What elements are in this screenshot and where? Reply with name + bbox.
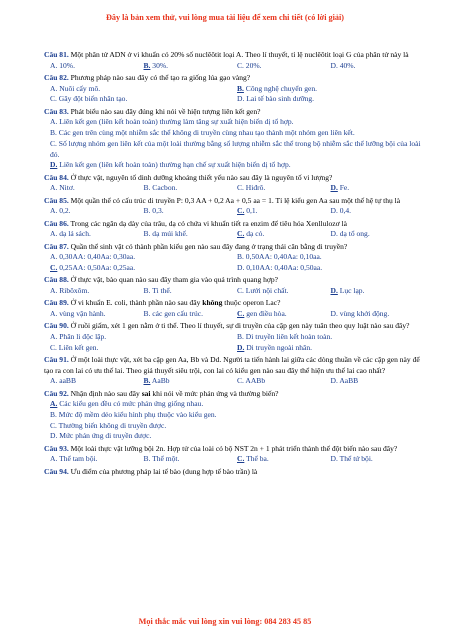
option-d: D. dạ tổ ong. [330,229,370,239]
keyword-not: không [202,298,223,308]
question-92 [44,389,424,443]
options [44,183,424,194]
option-a: A. 0,2. [50,206,71,216]
question-list [44,50,424,479]
option-b: B. AaBb [143,376,170,386]
question-stem: Một phân tử ADN ở vi khuẩn có 20% số nuclêôtit loại A. Theo lí thuyết, tỉ lệ nuclêôtit loại G của phân tử này là [70,50,409,59]
option-c: C. Số lượng nhóm gen liên kết của một loài thường bằng số lượng nhiễm sắc thể trong bộ nhiễm sắc thể lưỡng bội của loài đó. [50,138,421,159]
options [44,399,424,442]
option-a: A. Phân li độc lập. [50,331,107,341]
question-88 [44,275,424,296]
question-number: Câu 91. [44,354,69,364]
option-d: D. 0,4. [330,206,352,216]
question-81 [44,50,424,71]
option-d: D. Di truyền ngoài nhân. [237,342,313,352]
question-number: Câu 81. [44,50,69,59]
question-number: Câu 92. [44,388,69,398]
option-d: D. Mức phản ứng di truyền được. [50,431,152,441]
option-c: C. 20%. [237,60,262,70]
option-c: C. Lưới nội chất. [237,285,289,295]
options [44,286,424,297]
options [44,332,424,353]
option-c: C. Thường biến không di truyền được. [50,420,167,430]
option-d: D. 0,10AA: 0,40Aa: 0,50aa. [237,262,323,272]
options [44,454,424,465]
question-stem: Ưu điểm của phương pháp lai tế bào (dung hợp tế bào trần) là [70,466,258,476]
question-83 [44,107,424,171]
options [44,376,424,387]
question-91 [44,355,424,387]
question-84 [44,173,424,194]
option-a: A. dạ lá sách. [50,229,91,239]
question-stem: Phương pháp nào sau đây có thể tạo ra giống lúa gạo vàng? [70,73,251,82]
option-c: C. dạ cỏ. [237,229,265,239]
question-number: Câu 89. [44,298,69,308]
option-c: C. Gây đột biến nhân tạo. [50,94,128,104]
option-d: D. Fe. [330,183,350,193]
option-d: D. Lai tế bào sinh dưỡng. [237,94,315,104]
question-number: Câu 94. [44,466,69,476]
option-a: A. Các kiểu gen đều có mức phản ứng giống nhau. [50,399,204,409]
option-b: B. 0,3. [143,206,164,216]
question-number: Câu 82. [44,73,69,82]
options [44,61,424,72]
question-number: Câu 86. [44,218,69,228]
option-d: D. Liên kết gen (liên kết hoàn toàn) thường hạn chế sự xuất hiện biến dị tổ hợp. [50,160,291,170]
question-stem: Ở thực vật, bào quan nào sau đây tham gia vào quá trình quang hợp? [70,275,279,285]
option-c: C. 0,25AA: 0,50Aa: 0,25aa. [50,262,136,272]
option-a: A. Nuôi cấy mô. [50,83,101,93]
option-b: B. Cacbon. [143,183,178,193]
option-d: D. 40%. [330,60,356,70]
question-89 [44,298,424,319]
option-d: D. vùng khởi động. [330,308,390,318]
options [44,252,424,273]
option-b: B. Ti thể. [143,285,172,295]
question-90 [44,321,424,353]
question-number: Câu 83. [44,106,69,116]
question-number: Câu 84. [44,172,69,182]
option-b: B. dạ múi khế. [143,229,188,239]
options [44,309,424,320]
question-stem: Một quần thể có cấu trúc di truyền P: 0,3 AA + 0,2 Aa + 0,5 aa = 1. Tỉ lệ kiểu gen Aa sau một thế hệ tự thụ là [70,195,401,205]
option-b: B. 30%. [143,60,169,70]
option-b: B. Công nghệ chuyển gen. [237,83,318,93]
option-c: C. gen điều hòa. [237,308,287,318]
question-number: Câu 90. [44,321,69,331]
option-d: D. AaBB [330,376,359,386]
option-c: C. Liên kết gen. [50,342,99,352]
question-86 [44,219,424,240]
question-number: Câu 87. [44,241,69,251]
option-c: C. 0,1. [237,206,258,216]
question-number: Câu 85. [44,195,69,205]
question-number: Câu 88. [44,275,69,285]
option-a: A. Ribôxôm. [50,285,90,295]
options [44,206,424,217]
option-c: C. Thể ba. [237,454,269,464]
option-b: B. Mức độ mềm dẻo kiểu hình phụ thuộc vào kiểu gen. [50,410,217,420]
option-d: D. Lục lạp. [330,285,365,295]
question-93 [44,444,424,465]
keyword-false: sai [141,388,151,398]
question-stem: Một loài thực vật lưỡng bội 2n. Hợp tử của loài có bộ NST 2n + 1 phát triển thành thể đột biến nào sau đây? [70,443,398,453]
question-85 [44,196,424,217]
option-b: B. các gen cấu trúc. [143,308,204,318]
option-a: A. 10%. [50,60,75,70]
option-b: B. 0,50AA: 0,40Aa: 0,10aa. [237,252,322,262]
option-b: B. Các gen trên cùng một nhiễm sắc thể không di truyền cùng nhau tạo thành một nhóm gen liên kết. [50,128,355,138]
question-stem: Nhận định nào sau đây sai khi nói về mức phản ứng và thường biến? [70,388,279,398]
options [44,117,424,171]
option-c: C. Hiđrô. [237,183,266,193]
question-stem: Ở thực vật, nguyên tố dinh dưỡng khoáng thiết yếu nào sau đây là nguyên tố vi lượng? [70,172,333,182]
question-number: Câu 93. [44,443,69,453]
question-82 [44,73,424,105]
options [44,229,424,240]
preview-notice: Đây là bản xem thử, vui lòng mua tài liệu để xem chi tiết (có lời giải) [105,13,344,22]
question-stem: Quần thể sinh vật có thành phần kiểu gen nào sau đây đang ở trạng thái cân bằng di truyền? [70,241,348,251]
question-87 [44,242,424,274]
options [44,84,424,105]
question-stem: Ở một loài thực vật, xét ba cặp gen Aa, Bb và Dd. Người ta tiến hành lai giữa các dòng thuần về các cặp gen này để tạo ra con lai có ưu thế lai. Theo giả thuyết siêu trội, con lai có kiểu gen nào sau đây thể hiện ưu thế lai cao nhất? [44,354,420,375]
option-a: A. Nitơ. [50,183,75,193]
question-stem: Ở vi khuẩn E. coli, thành phần nào sau đây không thuộc operon Lac? [70,298,281,308]
option-d: D. Thể tứ bội. [330,454,373,464]
option-a: A. 0,30AA: 0,40Aa: 0,30aa. [50,252,136,262]
option-b: B. Thể một. [143,454,180,464]
option-a: A. aaBB [50,376,76,386]
option-a: A. Liên kết gen (liên kết hoàn toàn) thường làm tăng sự xuất hiện biến dị tổ hợp. [50,117,294,127]
question-94 [44,467,424,478]
contact-notice: Mọi thắc mắc vui lòng xin vui lòng: 084 283 45 85 [138,617,312,626]
question-stem: Ở ruồi giấm, xét 1 gen nằm ở ti thể. Theo lí thuyết, sự di truyền của cặp gen này tuân theo quy luật nào sau đây? [70,321,410,331]
option-c: C. AABb [237,376,266,386]
option-a: A. Thể tam bội. [50,454,98,464]
option-a: A. vùng vận hành. [50,308,106,318]
question-stem: Phát biểu nào sau đây đúng khi nói về hiện tượng liên kết gen? [70,106,261,116]
question-stem: Trong các ngăn dạ dày của trâu, dạ có chứa vi khuẩn tiết ra enzim để tiêu hóa Xenllulozơ là [70,218,347,228]
option-b: B. Di truyền liên kết hoàn toàn. [237,331,333,341]
